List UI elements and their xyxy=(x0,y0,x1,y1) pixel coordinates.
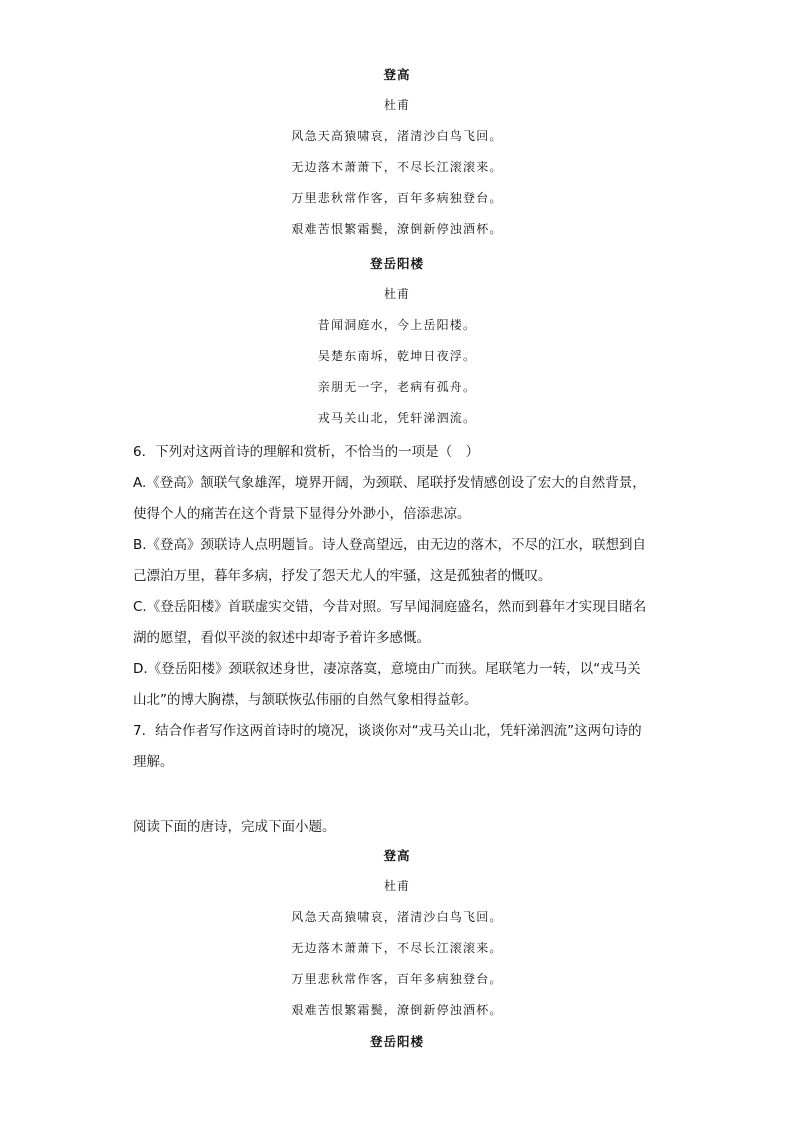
poem-line: 无边落木萧萧下，不尽长江滚滚来。 xyxy=(291,160,503,174)
poem-denggao xyxy=(0,59,794,245)
poem-title: 登岳阳楼 xyxy=(369,256,424,271)
option-a-line-1: A.《登高》颔联气象雄浑，境界开阔，为颈联、尾联抒发情感创设了宏大的自然背景， xyxy=(133,475,646,491)
question-stem: 6．下列对这两首诗的理解和赏析，不恰当的一项是（ ） xyxy=(133,444,480,460)
question-7-line-1: 7．结合作者写作这两首诗时的境况，谈谈你对“戎马关山北，凭轩涕泗流”这两句诗的 xyxy=(133,723,642,739)
poem-line: 戎马关山北，凭轩涕泗流。 xyxy=(317,411,477,425)
poem-line: 风急天高猿啸哀，渚清沙白鸟飞回。 xyxy=(291,910,503,924)
poem-title: 登高 xyxy=(383,848,411,863)
poem-dengyueyanglou xyxy=(0,248,794,434)
poem-title: 登岳阳楼 xyxy=(369,1034,424,1049)
question-7-line-2: 理解。 xyxy=(133,754,174,770)
poem-line: 艰难苦恨繁霜鬓，潦倒新停浊酒杯。 xyxy=(291,222,503,236)
poem-line: 吴楚东南坼，乾坤日夜浮。 xyxy=(317,349,477,363)
poem-author: 杜甫 xyxy=(383,98,410,112)
option-d-line-2: 山北”的博大胸襟，与颔联恢弘伟丽的自然气象相得益彰。 xyxy=(133,692,478,708)
option-c-line-2: 湖的愿望，看似平淡的叙述中却寄予着许多感慨。 xyxy=(133,630,430,646)
poem-line: 亲朋无一字，老病有孤舟。 xyxy=(317,380,477,394)
option-b-line-1: B.《登高》颈联诗人点明题旨。诗人登高望远，由无边的落木，不尽的江水，联想到自 xyxy=(133,537,647,553)
poem-line: 无边落木萧萧下，不尽长江滚滚来。 xyxy=(291,941,503,955)
question-6 xyxy=(133,437,663,716)
poem-line: 万里悲秋常作客，百年多病独登台。 xyxy=(291,191,503,205)
poem-line: 风急天高猿啸哀，渚清沙白鸟飞回。 xyxy=(291,129,503,143)
option-c-line-1: C.《登岳阳楼》首联虚实交错，今昔对照。写早闻洞庭盛名，然而到暮年才实现目睹名 xyxy=(133,599,647,615)
poem-author: 杜甫 xyxy=(383,879,410,893)
question-7 xyxy=(133,716,663,778)
poem-line: 艰难苦恨繁霜鬓，潦倒新停浊酒杯。 xyxy=(291,1003,503,1017)
poem-line: 昔闻洞庭水，今上岳阳楼。 xyxy=(317,318,477,332)
option-d-line-1: D.《登岳阳楼》颈联叙述身世，凄凉落寞，意境由广而狭。尾联笔力一转，以“戎马关 xyxy=(133,661,641,677)
poem-denggao-repeat xyxy=(0,840,794,1057)
poem-author: 杜甫 xyxy=(383,287,410,301)
reading-instruction: 阅读下面的唐诗，完成下面小题。 xyxy=(133,819,336,835)
option-a-line-2: 使得个人的痛苦在这个背景下显得分外渺小，倍添悲凉。 xyxy=(133,506,471,522)
poem-line: 万里悲秋常作客，百年多病独登台。 xyxy=(291,972,503,986)
option-b-line-2: 己漂泊万里，暮年多病，抒发了怨天尤人的牢骚，这是孤独者的慨叹。 xyxy=(133,568,552,584)
poem-title: 登高 xyxy=(383,67,411,82)
